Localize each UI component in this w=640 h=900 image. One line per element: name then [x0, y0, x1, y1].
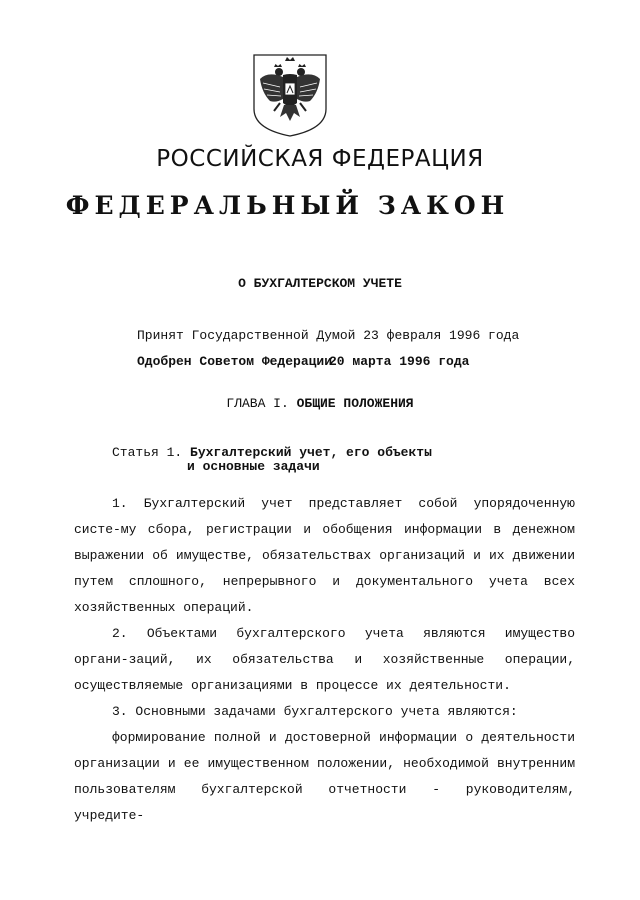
article-title-line2: и основные задачи — [187, 459, 320, 474]
approval-line — [137, 354, 470, 369]
coat-of-arms-icon — [250, 53, 330, 138]
paragraph-1: 1. Бухгалтерский учет представляет собой упорядоченную систе-му сбора, регистрации и обобщения информации в денежном выражении об имуществе, обязательствах организаций и их движении путем сплошного, непрерывного и документального учета всех хозяйственных операций. — [74, 496, 575, 615]
article-title-line1: Бухгалтерский учет, его объекты — [190, 445, 432, 460]
document-type-title: ФЕДЕРАЛЬНЫЙ ЗАКОН — [65, 191, 510, 220]
paragraph-2: 2. Объектами бухгалтерского учета являются имущество органи-заций, их обязательства и хозяйственные операции, осуществляемые организациями в процессе их деятельности. — [74, 626, 575, 693]
article-label: Статья 1. — [112, 445, 183, 460]
chapter-label: ГЛАВА I. — [226, 396, 289, 411]
approved-by: Одобрен Советом Федерации — [137, 354, 333, 369]
approved-date: 20 марта 1996 года — [329, 354, 470, 369]
adoption-line: Принят Государственной Думой 23 февраля 1996 года — [137, 328, 520, 343]
paragraph-4: формирование полной и достоверной информации о деятельности организации и ее имущественном положении, необходимой внутренним пользователям бухгалтерской отчетности - руководителям, учредите- — [74, 730, 575, 823]
article-heading — [112, 446, 432, 474]
article-body — [74, 491, 575, 829]
chapter-heading — [0, 396, 640, 411]
chapter-title: ОБЩИЕ ПОЛОЖЕНИЯ — [296, 396, 414, 411]
paragraph-3: 3. Основными задачами бухгалтерского учета являются: — [112, 704, 518, 719]
law-subject: О БУХГАЛТЕРСКОМ УЧЕТЕ — [238, 276, 402, 291]
country-title: РОССИЙСКАЯ ФЕДЕРАЦИЯ — [156, 146, 484, 172]
